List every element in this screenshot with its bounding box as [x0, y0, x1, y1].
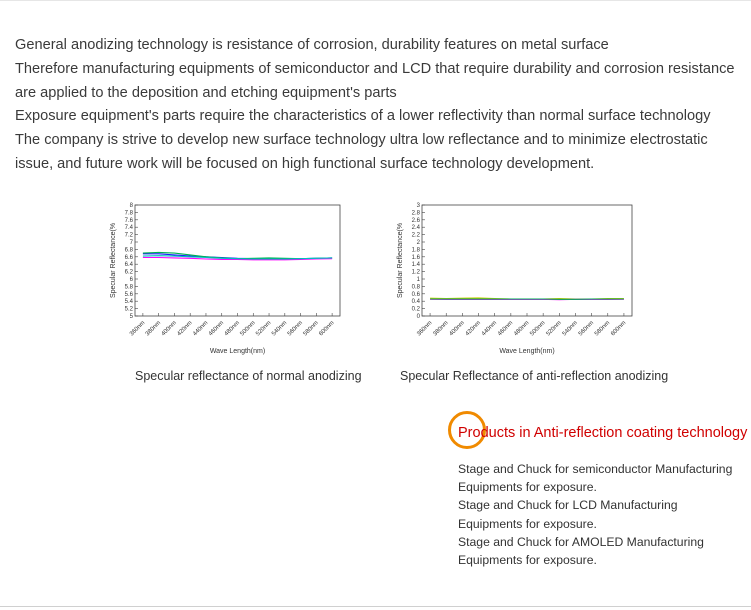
y-tick-label: 6.4	[124, 262, 133, 269]
y-tick-label: 0	[416, 314, 420, 320]
x-tick-label: 580nm	[302, 320, 320, 338]
y-tick-label: 6	[129, 277, 133, 283]
chart-caption: Specular Reflectance of anti-reflection anodizing	[400, 369, 669, 383]
x-tick-label: 400nm	[160, 320, 178, 338]
product-line: Equipments for exposure.	[458, 553, 597, 568]
y-tick-label: 8	[129, 203, 133, 209]
anti-reflection-chart	[382, 195, 637, 355]
x-tick-label: 380nm	[432, 320, 450, 338]
x-tick-label: 400nm	[448, 320, 466, 338]
y-tick-label: 0.8	[411, 284, 420, 291]
x-tick-label: 500nm	[239, 320, 257, 338]
x-tick-label: 440nm	[192, 320, 210, 338]
y-tick-label: 6.8	[124, 247, 133, 254]
x-tick-label: 480nm	[513, 320, 531, 338]
product-line: Stage and Chuck for LCD Manufacturing	[458, 498, 678, 513]
products-list	[458, 460, 748, 569]
x-tick-label: 540nm	[270, 320, 289, 338]
x-tick-label: 520nm	[545, 320, 563, 338]
y-tick-label: 1.2	[411, 269, 420, 276]
x-tick-label: 420nm	[176, 320, 194, 338]
y-tick-label: 0.4	[411, 299, 420, 306]
x-tick-label: 420nm	[464, 320, 482, 338]
x-tick-label: 360nm	[129, 320, 147, 338]
y-tick-label: 5	[129, 314, 133, 320]
y-tick-label: 7.4	[124, 225, 133, 232]
anti-reflection-chart-svg	[382, 195, 637, 355]
product-line: Equipments for exposure.	[458, 480, 597, 495]
x-tick-label: 600nm	[318, 320, 336, 338]
y-tick-label: 1	[416, 277, 420, 283]
y-axis-label: Specular Reflectance(%	[110, 222, 117, 299]
normal-anodizing-chart	[100, 195, 345, 355]
intro-paragraph: Exposure equipment's parts require the characteristics of a lower reflectivity than normal surface technology	[15, 108, 711, 125]
y-tick-label: 3	[416, 203, 420, 209]
y-tick-label: 7.8	[124, 210, 133, 217]
bottom-divider	[0, 606, 751, 607]
y-tick-label: 7.2	[124, 232, 133, 239]
x-axis-label: Wave Length(nm)	[499, 348, 555, 355]
x-tick-label: 440nm	[480, 320, 499, 338]
intro-text	[15, 34, 740, 177]
y-tick-label: 6.2	[124, 269, 133, 276]
y-tick-label: 2.8	[411, 210, 420, 217]
x-tick-label: 380nm	[144, 320, 163, 338]
y-tick-label: 7	[129, 240, 133, 246]
intro-paragraph: Therefore manufacturing equipments of semiconductor and LCD that require durability and corrosion resistance are applied to the deposition and etching equipment's parts	[15, 60, 735, 101]
x-tick-label: 460nm	[497, 320, 515, 338]
products-title: Products in Anti-reflection coating technology	[458, 425, 748, 441]
intro-paragraph: General anodizing technology is resistance of corrosion, durability features on metal surface	[15, 37, 609, 53]
y-tick-label: 0.2	[411, 306, 420, 313]
x-tick-label: 560nm	[577, 320, 596, 338]
y-tick-label: 1.4	[411, 262, 420, 269]
y-tick-label: 2	[416, 240, 420, 246]
top-divider	[0, 0, 751, 1]
y-tick-label: 2.6	[411, 217, 420, 224]
x-tick-label: 540nm	[561, 320, 579, 338]
y-tick-label: 5.2	[124, 306, 133, 313]
product-line: Stage and Chuck for AMOLED Manufacturing	[458, 534, 704, 549]
y-tick-label: 7.6	[124, 217, 133, 224]
x-tick-label: 520nm	[255, 320, 273, 338]
y-tick-label: 5.6	[124, 291, 133, 298]
y-tick-label: 2.4	[411, 225, 420, 232]
y-tick-label: 2.2	[411, 232, 420, 239]
product-line: Equipments for exposure.	[458, 516, 597, 531]
normal-anodizing-chart-svg	[100, 195, 345, 355]
x-tick-label: 600nm	[610, 320, 628, 338]
intro-paragraph: The company is strive to develop new surface technology ultra low reflectance and to minimize electrostatic issue, and future work will be focused on high functional surface technology development.	[15, 132, 708, 172]
x-tick-label: 480nm	[223, 320, 241, 338]
x-tick-label: 560nm	[286, 320, 304, 338]
y-tick-label: 5.4	[124, 299, 133, 306]
y-tick-label: 1.8	[411, 247, 420, 254]
x-tick-label: 500nm	[529, 320, 547, 338]
chart-caption: Specular reflectance of normal anodizing	[135, 369, 362, 383]
y-tick-label: 1.6	[411, 254, 420, 261]
plot-area	[135, 205, 340, 316]
x-axis-label: Wave Length(nm)	[209, 348, 266, 355]
y-tick-label: 5.8	[124, 284, 133, 291]
x-tick-label: 580nm	[593, 320, 612, 338]
y-tick-label: 6.6	[124, 254, 133, 261]
x-tick-label: 460nm	[207, 320, 226, 338]
product-line: Stage and Chuck for semiconductor Manufacturing	[458, 462, 733, 476]
y-tick-label: 0.6	[411, 291, 420, 298]
y-axis-label: Specular Reflectance(%	[397, 222, 404, 299]
x-tick-label: 360nm	[416, 320, 434, 338]
